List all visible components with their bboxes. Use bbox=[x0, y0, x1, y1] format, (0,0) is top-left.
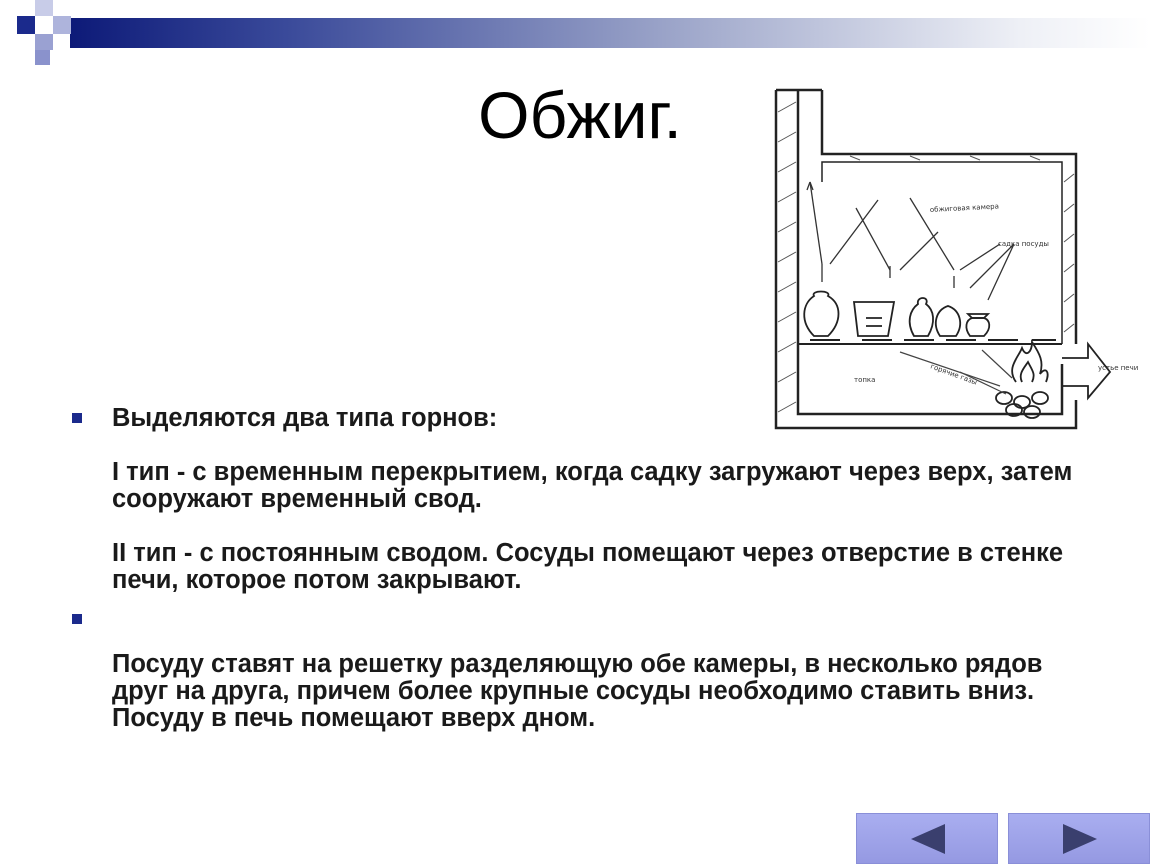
bullet-item-1 bbox=[70, 405, 1090, 594]
diagram-label-setting: садка посуды bbox=[998, 240, 1049, 248]
diagram-label-chamber: обжиговая камера bbox=[929, 202, 1000, 214]
triangle-right-icon bbox=[1009, 814, 1151, 865]
bullet-item-2 bbox=[70, 606, 1090, 732]
diagram-label-firebox: топка bbox=[854, 376, 876, 384]
header-square-light bbox=[53, 16, 71, 34]
kiln-diagram bbox=[770, 82, 1139, 438]
bullet-1-paragraph-1: Выделяются два типа горнов: bbox=[112, 404, 498, 432]
diagram-label-flames: горячие газы bbox=[929, 362, 979, 387]
bullet-2-paragraph-1: Посуду ставят на решетку разделяющую обе камеры, в несколько рядов друг на друга, причем более крупные сосуды необходимо ставить вниз. Посуду в печь помещают вверх дном. bbox=[112, 650, 1043, 732]
diagram-label-mouth: устье печи bbox=[1098, 364, 1139, 372]
previous-slide-button[interactable] bbox=[856, 813, 998, 864]
header-square-light bbox=[35, 0, 53, 16]
bullet-marker bbox=[72, 614, 82, 624]
header-gradient-bar bbox=[70, 18, 1150, 48]
slide-title: Обжиг. bbox=[478, 78, 682, 152]
next-slide-button[interactable] bbox=[1008, 813, 1150, 864]
bullet-1-paragraph-3: II тип - с постоянным сводом. Сосуды помещают через отверстие в стенке печи, которое потом закрывают. bbox=[112, 539, 1064, 594]
header-square-navy bbox=[17, 16, 35, 34]
triangle-left-icon bbox=[857, 814, 999, 865]
bullet-marker bbox=[72, 413, 82, 423]
bullet-1-paragraph-2: I тип - с временным перекрытием, когда садку загружают через верх, затем сооружают временный свод. bbox=[112, 458, 1073, 513]
header-square-light bbox=[35, 50, 50, 65]
header-square-light bbox=[35, 34, 53, 50]
slide-content bbox=[70, 405, 1090, 732]
